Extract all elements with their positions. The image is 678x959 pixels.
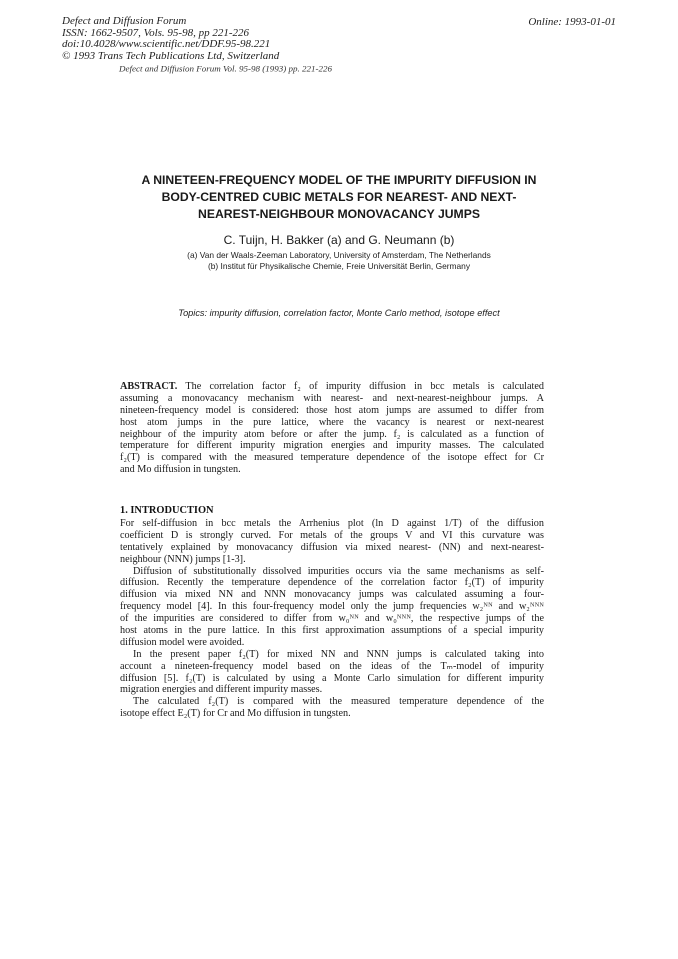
abstract-label: ABSTRACT. <box>120 381 178 392</box>
intro-line: diffusion model were avoided. <box>120 636 245 648</box>
abstract <box>120 381 544 476</box>
abstract-line: temperature for different impurity migration energies and impurity masses. The calculated <box>120 440 544 452</box>
intro-line: frequency model [4]. In this four-frequency model only the jump frequencies w₂ᴺᴺ and w₂ᴺᴺᴺ <box>120 601 544 613</box>
abstract-line <box>120 381 544 393</box>
abstract-text: The correlation factor f₂ of impurity diffusion in bcc metals is calculated <box>185 381 544 392</box>
authors: C. Tuijn, H. Bakker (a) and G. Neumann (b) <box>223 233 455 247</box>
issn-line: ISSN: 1662-9507, Vols. 95-98, pp 221-226 <box>62 26 249 39</box>
journal-name: Defect and Diffusion Forum <box>62 15 187 27</box>
citation-header <box>62 16 279 62</box>
intro-line: For self-diffusion in bcc metals the Arrhenius plot (ln D against 1/T) of the diffusion <box>120 518 544 529</box>
section-heading-introduction: 1. INTRODUCTION <box>120 505 214 516</box>
introduction-text <box>120 518 544 720</box>
abstract-line: nineteen-frequency model is considered: those host atom jumps are assumed to differ from <box>120 404 544 416</box>
intro-line: coefficient D is strongly curved. For metals of the groups V and VI this curvature was <box>120 529 544 541</box>
intro-line: migration energies and different impurity masses. <box>120 684 323 696</box>
abstract-line: and Mo diffusion in tungsten. <box>120 464 241 476</box>
title-line: BODY-CENTRED CUBIC METALS FOR NEAREST- AND NEXT- <box>161 190 517 204</box>
intro-line: The calculated f₂(T) is compared with the measured temperature dependence of the <box>133 696 544 708</box>
topics-line: Topics: impurity diffusion, correlation factor, Monte Carlo method, isotope effect <box>178 308 500 318</box>
intro-line: isotope effect E₂(T) for Cr and Mo diffusion in tungsten. <box>120 708 351 720</box>
intro-line: neighbour (NNN) jumps [1-3]. <box>120 553 246 565</box>
title-line: A NINETEEN-FREQUENCY MODEL OF THE IMPURITY DIFFUSION IN <box>141 173 537 187</box>
intro-line: of the impurities are considered to differ from w₀ᴺᴺ and w₀ᴺᴺᴺ, the respective jumps of the <box>120 613 544 625</box>
intro-line: diffusion via mixed NN and NNN monovacancy jumps was calculated assuming a four- <box>120 589 544 601</box>
doi-line: doi:10.4028/www.scientific.net/DDF.95-98.221 <box>62 38 271 51</box>
intro-line: Diffusion of substitutionally dissolved impurities occurs via the same mechanisms as self- <box>133 565 544 577</box>
abstract-line: f₂(T) is compared with the measured temperature dependence of the isotope effect for Cr <box>120 452 544 464</box>
title-line: NEAREST-NEIGHBOUR MONOVACANCY JUMPS <box>198 207 480 221</box>
scanned-running-header: Defect and Diffusion Forum Vol. 95-98 (1993) pp. 221-226 <box>119 64 332 74</box>
intro-line: diffusion [5]. f₂(T) is calculated by using a Monte Carlo simulation for different impurity <box>120 672 544 684</box>
paper-title <box>110 172 568 223</box>
intro-line: In the present paper f₂(T) for mixed NN and NNN jumps is calculated taking into <box>133 648 544 660</box>
online-date: Online: 1993-01-01 <box>528 16 616 28</box>
copyright-line: © 1993 Trans Tech Publications Ltd, Switzerland <box>62 49 280 62</box>
abstract-line: neighbour of the impurity atom before or after the jump. f₂ is calculated as a function of <box>120 428 544 440</box>
intro-line: diffusion. Recently the temperature dependence of the correlation factor f₂(T) of impurity <box>120 577 544 589</box>
intro-line: account a nineteen-frequency model based on the ideas of the Tₘ-model of impurity <box>120 660 544 672</box>
intro-line: host atoms in the pure lattice. In this first approximation assumptions of a special impurity <box>120 625 544 637</box>
affiliation-b: (b) Institut für Physikalische Chemie, Freie Universität Berlin, Germany <box>207 261 471 271</box>
abstract-line: assuming a monovacancy mechanism with nearest- and next-nearest-neighbour jumps. A <box>120 392 544 404</box>
affiliation-a: (a) Van der Waals-Zeeman Laboratory, University of Amsterdam, The Netherlands <box>187 250 491 260</box>
intro-line: tentatively explained by monovacancy diffusion via mixed nearest- (NN) and next-nearest- <box>120 541 544 553</box>
abstract-line: host atom jumps in the pure lattice, where the vacancy is nearest or next-nearest <box>120 416 544 428</box>
